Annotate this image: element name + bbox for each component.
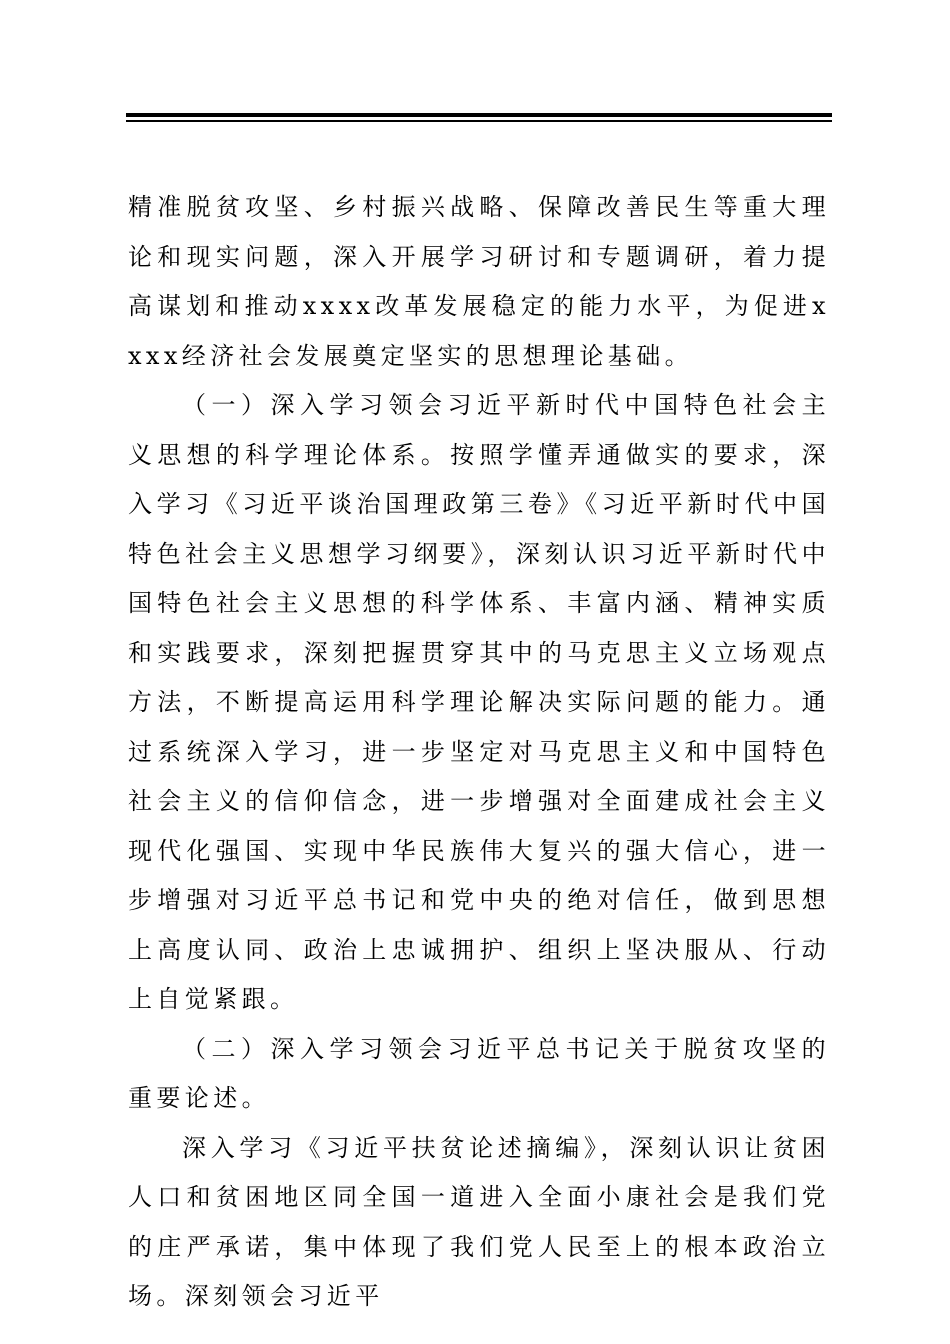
header-rule-thick (126, 113, 832, 117)
paragraph-section-2-heading: （二）深入学习领会习近平总书记关于脱贫攻坚的重要论述。 (128, 1034, 830, 1112)
header-rule-thin (126, 120, 832, 122)
paragraph-continuation: 精准脱贫攻坚、乡村振兴战略、保障改善民生等重大理论和现实问题，深入开展学习研讨和专题调研，着力提高谋划和推动xxxx改革发展稳定的能力水平，为促进xxxx经济社会发展奠定坚实的思想理论基础。 (128, 193, 830, 370)
paragraph-section-2-body: 深入学习《习近平扶贫论述摘编》，深刻认识让贫困人口和贫困地区同全国一道进入全面小康社会是我们党的庄严承诺，集中体现了我们党人民至上的根本政治立场。深刻领会习近平 (128, 1133, 830, 1310)
document-body (128, 183, 830, 1322)
paragraph-section-1: （一）深入学习领会习近平新时代中国特色社会主义思想的科学理论体系。按照学懂弄通做实的要求，深入学习《习近平谈治国理政第三卷》《习近平新时代中国特色社会主义思想学习纲要》，深刻认识习近平新时代中国特色社会主义思想的科学体系、丰富内涵、精神实质和实践要求，深刻把握贯穿其中的马克思主义立场观点方法，不断提高运用科学理论解决实际问题的能力。通过系统深入学习，进一步坚定对马克思主义和中国特色社会主义的信仰信念，进一步增强对全面建成社会主义现代化强国、实现中华民族伟大复兴的强大信心，进一步增强对习近平总书记和党中央的绝对信任，做到思想上高度认同、政治上忠诚拥护、组织上坚决服从、行动上自觉紧跟。 (128, 391, 830, 1013)
